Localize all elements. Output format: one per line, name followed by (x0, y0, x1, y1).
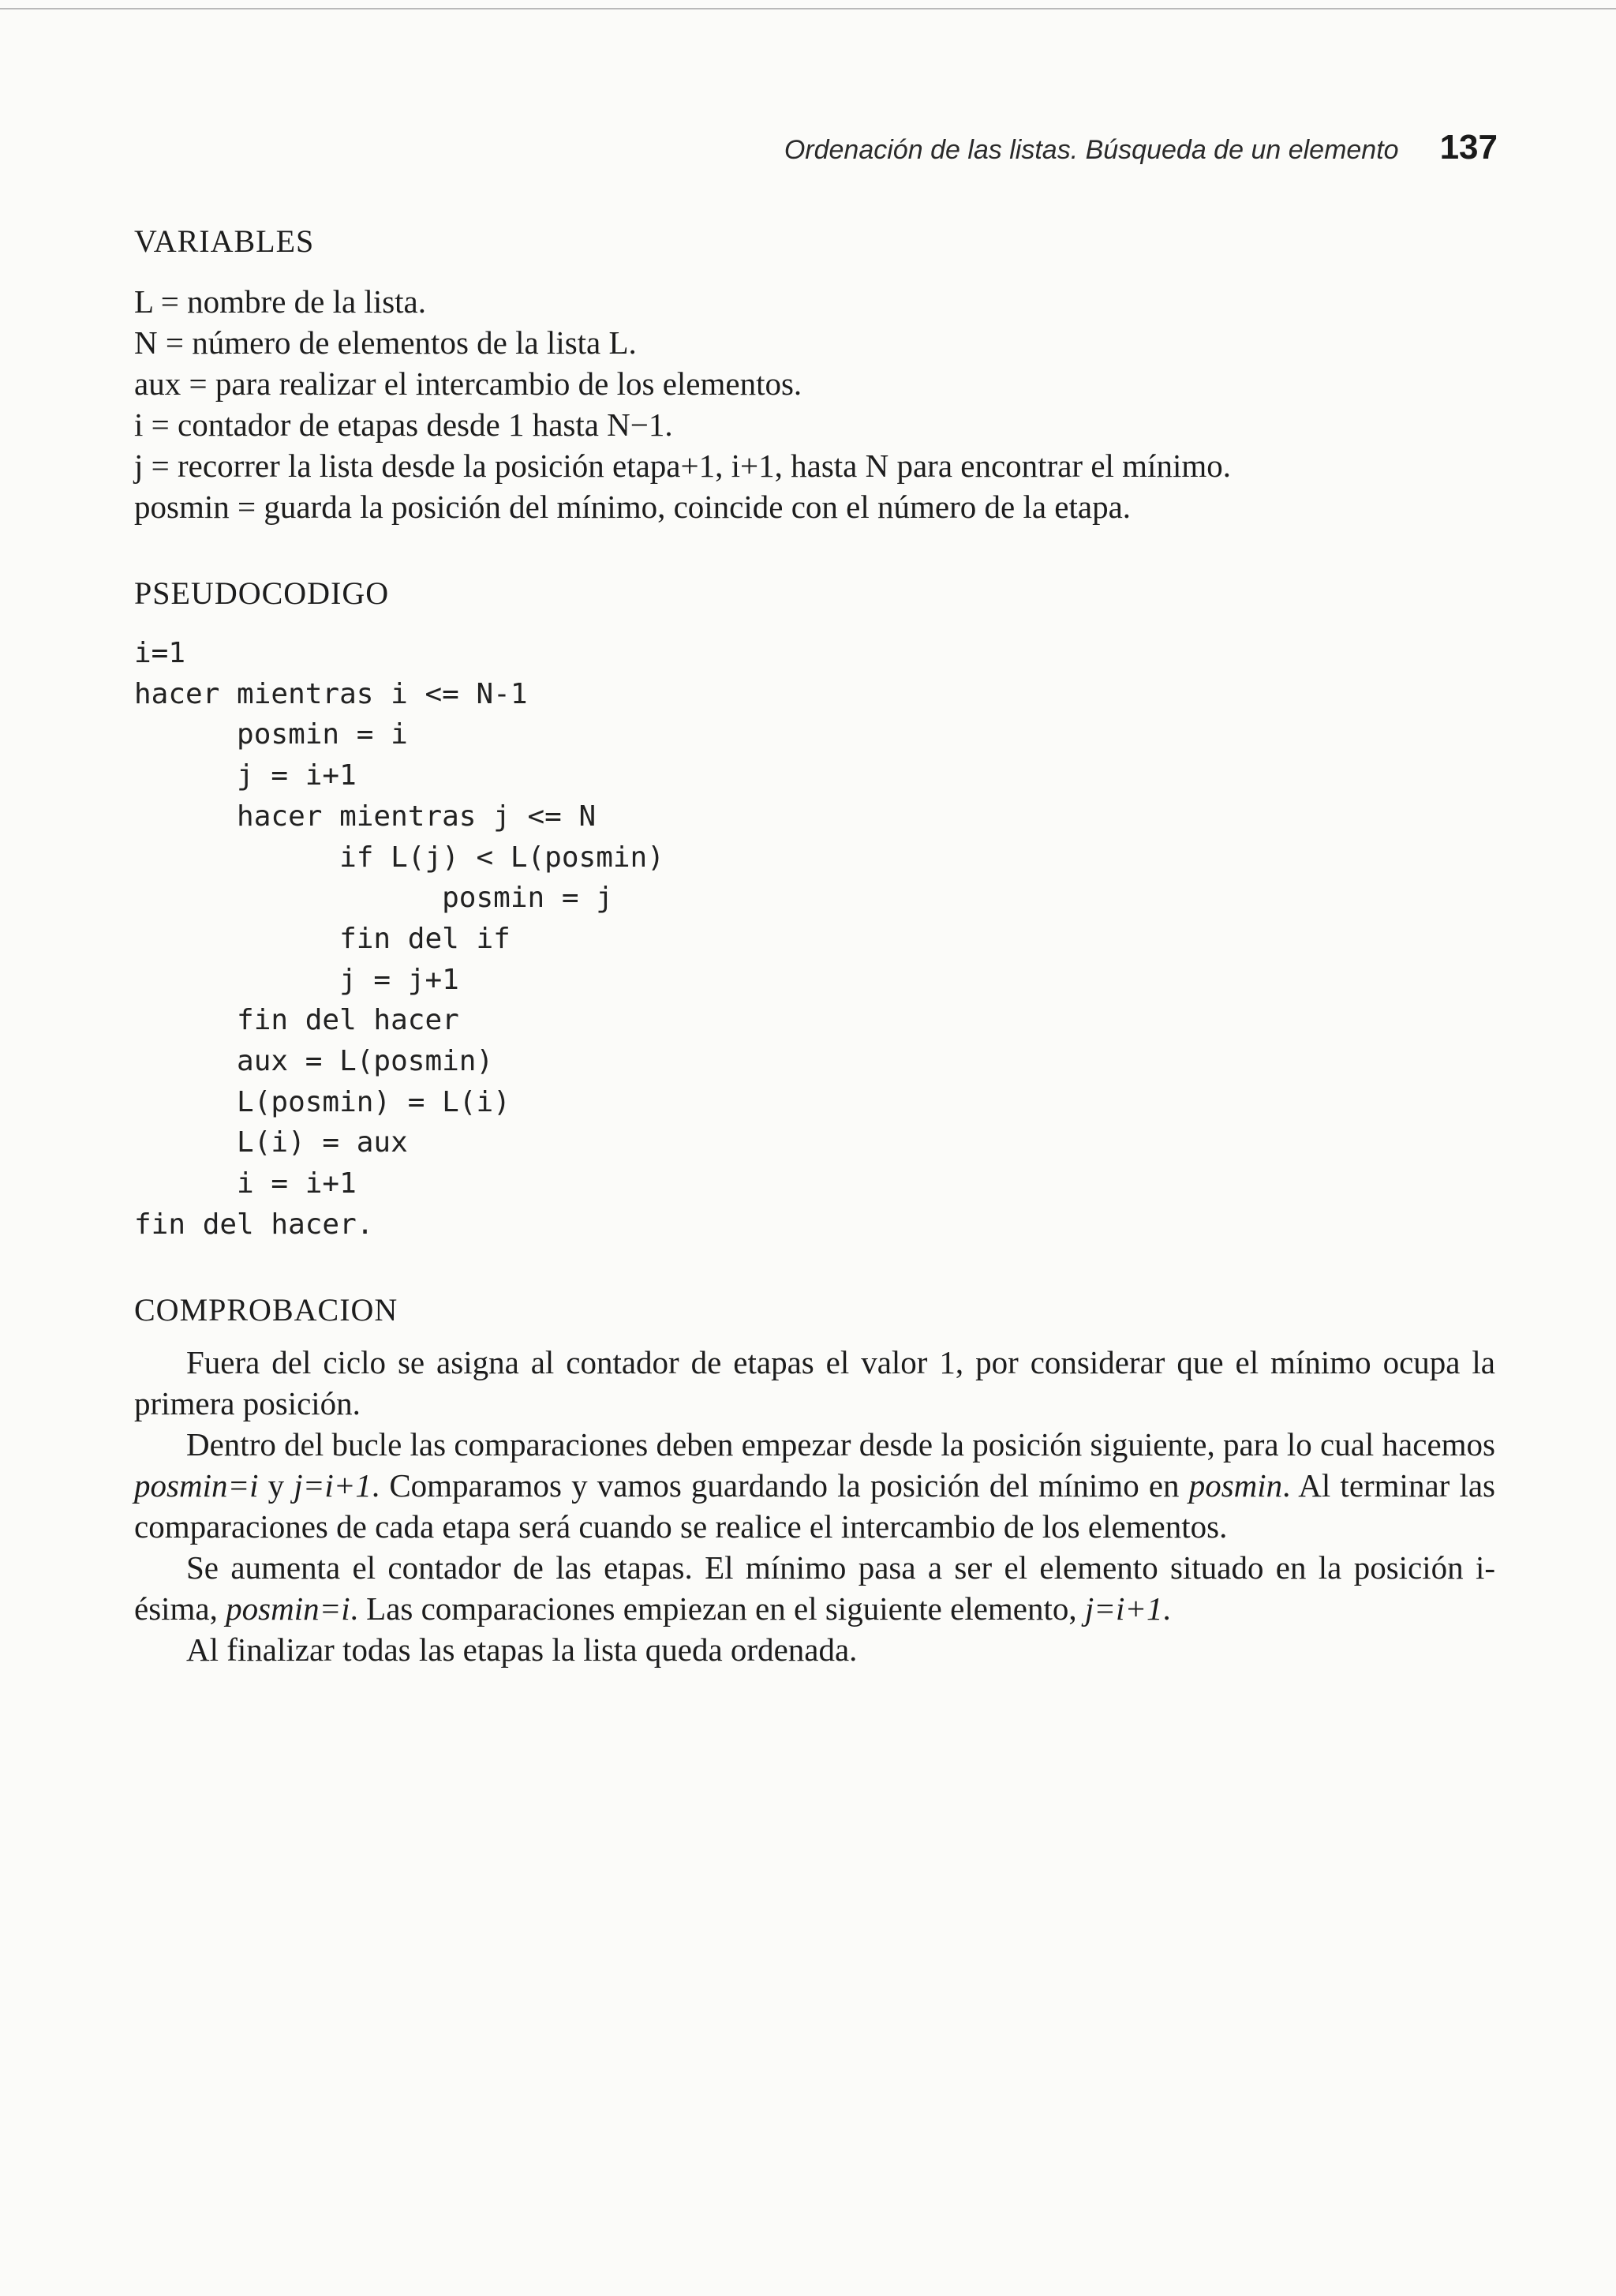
variable-item: j = recorrer la lista desde la posición etapa+1, i+1, hasta N para encontrar el mínimo. (134, 448, 1231, 484)
variables-heading: VARIABLES (134, 223, 315, 259)
code-line: i=1 (134, 637, 186, 669)
variable-item: L = nombre de la lista. (134, 283, 427, 320)
italic-term: posmin=i (134, 1467, 259, 1504)
code-line: hacer mientras i <= N-1 (134, 677, 528, 710)
running-head: Ordenación de las listas. Búsqueda de un elemento (784, 135, 1399, 165)
code-line: L(posmin) = L(i) (134, 1085, 511, 1118)
pseudocode-heading: PSEUDOCODIGO (134, 575, 390, 611)
top-rule (0, 8, 1616, 9)
variable-item: i = contador de etapas desde 1 hasta N−1. (134, 406, 673, 443)
code-line: fin del hacer. (134, 1208, 374, 1241)
code-line: j = j+1 (134, 963, 459, 996)
text-run: . (1162, 1590, 1171, 1627)
code-line: posmin = j (134, 882, 613, 915)
code-line: fin del if (134, 922, 511, 955)
variable-item: aux = para realizar el intercambio de los elementos. (134, 365, 802, 402)
variable-item: N = número de elementos de la lista L. (134, 324, 637, 361)
code-line: hacer mientras j <= N (134, 800, 597, 833)
text-run: y (258, 1467, 294, 1504)
italic-term: j=i+1 (294, 1467, 372, 1504)
text-run: Dentro del bucle las comparaciones deben empezar desde la posición siguiente, para lo cual hacemos (186, 1426, 1495, 1463)
text-run: . Comparamos y vamos guardando la posición del mínimo en (371, 1467, 1189, 1504)
page-number: 137 (1439, 128, 1498, 167)
paragraph-3 (134, 1547, 1495, 1629)
comprobacion-text (134, 1342, 1495, 1670)
code-line: L(i) = aux (134, 1126, 408, 1159)
page-header (784, 128, 1498, 167)
comprobacion-heading: COMPROBACION (134, 1292, 398, 1328)
code-line: fin del hacer (134, 1004, 459, 1037)
text-run: . Al terminar las comparaciones de cada etapa será cuando se realice el intercambio de los elementos. (134, 1467, 1495, 1545)
pseudocode-block (134, 633, 664, 1245)
code-line: if L(j) < L(posmin) (134, 841, 664, 874)
italic-term: j=i+1 (1084, 1590, 1163, 1627)
text-run: Se aumenta el contador de las etapas. El mínimo pasa a ser el elemento situado en la posición i-ésima, (134, 1549, 1495, 1627)
text-run: . Las comparaciones empiezan en el siguiente elemento, (350, 1590, 1085, 1627)
paragraph-4: Al finalizar todas las etapas la lista queda ordenada. (186, 1631, 858, 1668)
code-line: i = i+1 (134, 1167, 357, 1200)
code-line: aux = L(posmin) (134, 1045, 494, 1078)
italic-term: posmin (1188, 1467, 1283, 1504)
variable-item: posmin = guarda la posición del mínimo, coincide con el número de la etapa. (134, 489, 1132, 525)
italic-term: posmin=i (226, 1590, 350, 1627)
variables-list (134, 281, 1231, 527)
code-line: j = i+1 (134, 759, 357, 792)
paragraph-2 (134, 1424, 1495, 1547)
paragraph-1: Fuera del ciclo se asigna al contador de etapas el valor 1, por considerar que el mínimo ocupa la primera posición. (134, 1344, 1495, 1421)
code-line: posmin = i (134, 718, 408, 751)
